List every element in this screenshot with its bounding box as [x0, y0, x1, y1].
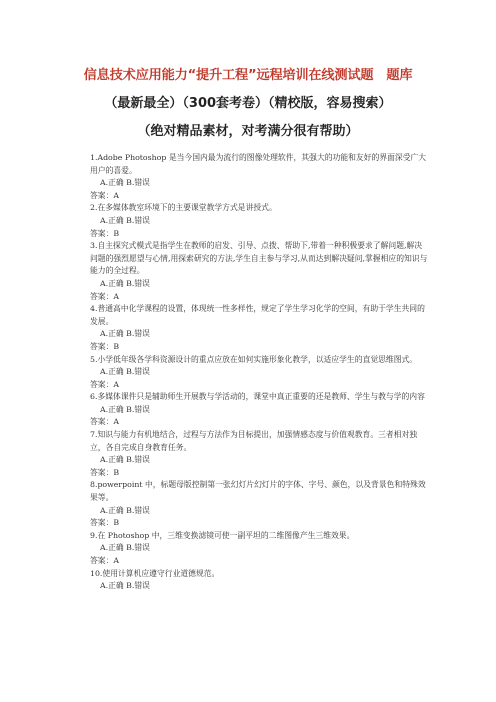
- question-answer: 答案：A: [90, 379, 120, 389]
- question-answer: 答案：A: [90, 417, 120, 427]
- question-options: A.正确 B.错误: [100, 215, 150, 225]
- question-text: 9.在 Photoshop 中，三维变换滤镜可使一副平坦的二维图像产生三维效果。: [90, 530, 355, 540]
- question-item: [90, 202, 428, 240]
- question-options: A.正确 B.错误: [100, 505, 150, 515]
- question-options: A.正确 B.错误: [100, 367, 150, 377]
- question-answer: 答案：A: [90, 556, 120, 565]
- question-text: 8.powerpoint 中，标题母版控制第一张幻灯片幻灯片的字体、字号、颜色，以及背景色和特殊效果等。: [90, 480, 426, 503]
- question-options: A.正确 B.错误: [100, 581, 150, 591]
- question-answer: 答案：B: [90, 228, 120, 238]
- question-item: [90, 303, 428, 353]
- question-text: 2.在多媒体教室环境下的主要课堂教学方式是讲授式。: [90, 203, 277, 213]
- document-title: 信息技术应用能力“提升工程”远程培训在线测试题 题库: [83, 68, 413, 83]
- question-text: 6.多媒体课件只是辅助师生开展教与学活动的，课堂中真正重要的还是教师、学生与教与学的内容: [90, 392, 425, 402]
- question-options: A.正确 B.错误: [100, 455, 150, 465]
- question-item: [90, 429, 428, 479]
- question-options: A.正确 B.错误: [100, 178, 150, 188]
- question-answer: 答案：B: [90, 518, 120, 528]
- question-item: [90, 479, 428, 529]
- question-item: [90, 152, 428, 202]
- question-options: A.正确 B.错误: [100, 278, 150, 288]
- question-answer: 答案：A: [90, 291, 120, 301]
- question-text: 10.使用计算机应遵守行业道德规范。: [90, 568, 220, 578]
- question-item: [90, 530, 428, 568]
- document-subtitle: （最新最全）（300套考卷）（精校版，容易搜索）: [104, 96, 392, 111]
- question-options: A.正确 B.错误: [100, 329, 150, 339]
- question-text: 4.普通高中化学课程的设置，体现统一性多样性，规定了学生学习化学的空间，有助于学生共同的发展。: [90, 304, 425, 326]
- question-answer: 答案：A: [90, 190, 120, 200]
- question-answer: 答案：B: [90, 341, 120, 351]
- question-options: A.正确 B.错误: [100, 543, 150, 553]
- document-tagline: （绝对精品素材，对考满分很有帮助）: [137, 124, 359, 139]
- question-item: [90, 391, 428, 429]
- question-list: [90, 152, 428, 593]
- question-item: [90, 354, 428, 392]
- question-text: 5.小学低年级各学科资源设计的重点应放在如何实施形象化教学，以适应学生的直觉思维图式。: [90, 354, 418, 364]
- question-text: 1.Adobe Photoshop 是当今国内最为流行的图像处理软件，其强大的功能和友好的界面深受广大用户的喜爱。: [90, 153, 427, 175]
- question-item: [90, 568, 428, 593]
- question-options: A.正确 B.错误: [100, 404, 150, 414]
- question-answer: 答案：B: [90, 467, 120, 477]
- question-text: 3.自主探究式模式是指学生在教师的启发、引导、点拨、帮助下,带着一种积极要求了解问题,解决问题的强烈愿望与心情,用探索研究的方法,学生自主参与学习,从而达到解决疑问,掌握相应的知识与能力的全过程。: [90, 241, 428, 276]
- question-item: [90, 240, 428, 303]
- question-text: 7.知识与能力有机地结合，过程与方法作为目标提出，加强情感态度与价值观教育。三者相对独立，各自完成自身教育任务。: [90, 430, 418, 452]
